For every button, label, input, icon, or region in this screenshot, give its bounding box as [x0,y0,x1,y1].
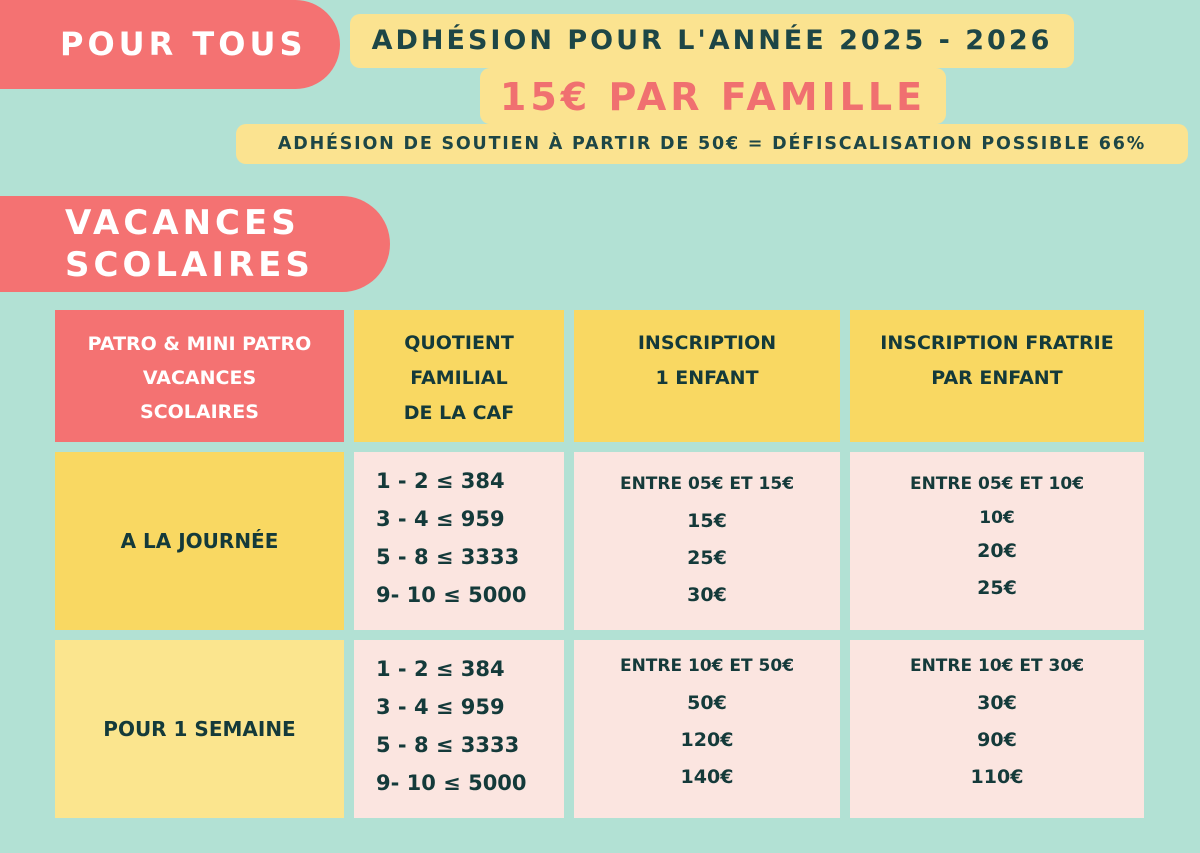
price-value: 25€ [687,547,727,569]
price-cell-fratrie-semaine [850,640,1144,818]
quotient-value: 3 - 4 ≤ 959 [376,695,505,719]
header-patro-line: VACANCES [142,367,257,389]
price-value: 120€ [680,729,734,751]
price-value: 110€ [970,766,1024,788]
price-value: 15€ [687,510,727,532]
price-value: 140€ [680,766,734,788]
price-cell-1-enfant-semaine [574,640,840,818]
quotient-value: 5 - 8 ≤ 3333 [376,545,520,569]
price-value: 10€ [979,508,1015,528]
row-label-semaine [55,640,344,818]
row-label-text: A LA JOURNÉE [120,529,279,553]
price-range: ENTRE 05€ ET 15€ [619,474,795,494]
price-value: 25€ [977,577,1017,599]
header-inscription-line: 1 ENFANT [655,367,759,389]
header-patro [55,310,344,442]
price-value: 90€ [977,729,1017,751]
header-inscription-line: INSCRIPTION [637,332,777,354]
header-inscription-1-enfant [574,310,840,442]
row-label-journee [55,452,344,630]
row-label-text: POUR 1 SEMAINE [103,717,296,741]
header-quotient-line: QUOTIENT [404,332,514,354]
price-cell-fratrie-journee [850,452,1144,630]
header-fratrie-line: INSCRIPTION FRATRIE [880,332,1114,354]
adhesion-price: 15€ PAR FAMILLE [480,68,946,124]
header-patro-line: PATRO & MINI PATRO [87,333,312,355]
price-value: 50€ [687,692,727,714]
header-quotient-line: FAMILIAL [410,367,508,389]
quotient-value: 1 - 2 ≤ 384 [376,469,505,493]
pour-tous-label: POUR TOUS [60,25,307,63]
header-quotient [354,310,564,442]
vacances-label-line1: VACANCES [65,203,300,243]
adhesion-note: ADHÉSION DE SOUTIEN À PARTIR DE 50€ = DÉFISCALISATION POSSIBLE 66% [236,124,1188,164]
pour-tous-badge [0,0,340,89]
quotient-value: 1 - 2 ≤ 384 [376,657,505,681]
price-cell-1-enfant-journee [574,452,840,630]
price-range: ENTRE 10€ ET 50€ [619,656,795,676]
quotient-value: 3 - 4 ≤ 959 [376,507,505,531]
price-value: 20€ [977,540,1017,562]
quotient-value: 5 - 8 ≤ 3333 [376,733,520,757]
price-range: ENTRE 10€ ET 30€ [909,656,1085,676]
vacances-scolaires-badge [0,196,390,292]
quotient-value: 9- 10 ≤ 5000 [376,771,527,795]
header-quotient-line: DE LA CAF [403,402,515,424]
header-patro-line: SCOLAIRES [140,401,259,423]
quotient-cell-journee [354,452,564,630]
vacances-label-line2: SCOLAIRES [65,245,314,285]
header-inscription-fratrie [850,310,1144,442]
price-value: 30€ [687,584,727,606]
price-range: ENTRE 05€ ET 10€ [909,474,1085,494]
header-fratrie-line: PAR ENFANT [931,367,1063,389]
price-value: 30€ [977,692,1017,714]
adhesion-title: ADHÉSION POUR L'ANNÉE 2025 - 2026 [350,14,1074,68]
quotient-cell-semaine [354,640,564,818]
quotient-value: 9- 10 ≤ 5000 [376,583,527,607]
